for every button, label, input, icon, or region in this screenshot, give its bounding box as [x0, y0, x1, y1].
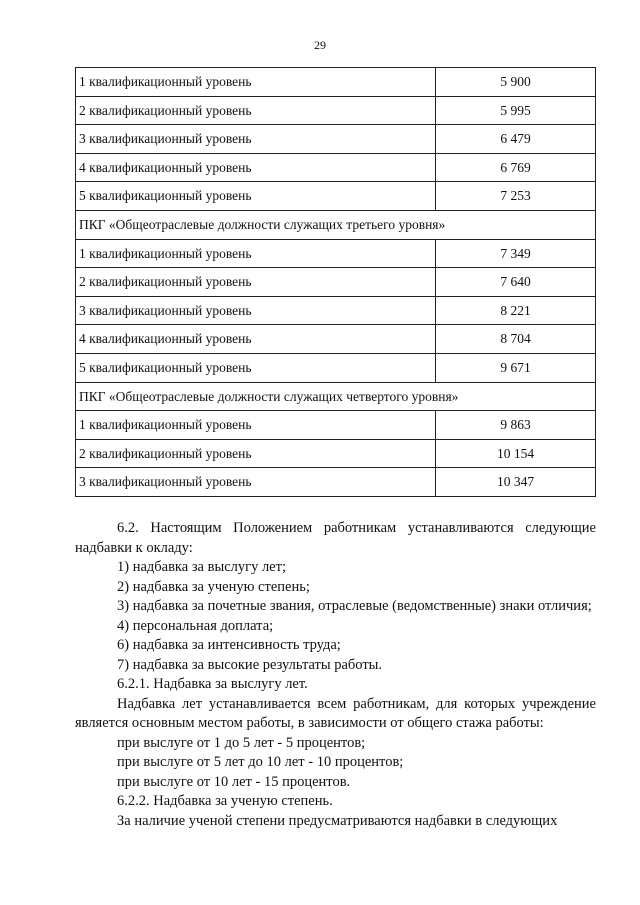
qualification-level: 2 квалификационный уровень [76, 96, 436, 125]
qualification-level: 4 квалификационный уровень [76, 325, 436, 354]
table-row [76, 439, 596, 468]
qualification-level: 4 квалификационный уровень [76, 153, 436, 182]
page-number: 29 [314, 38, 326, 52]
salary-value: 6 769 [436, 153, 596, 182]
table-group-row [76, 382, 596, 411]
qualification-level: 2 квалификационный уровень [76, 268, 436, 297]
qualification-level: 3 квалификационный уровень [76, 125, 436, 154]
qualification-level: 3 квалификационный уровень [76, 296, 436, 325]
salary-value: 6 479 [436, 125, 596, 154]
salary-value: 5 900 [436, 68, 596, 97]
salary-value: 7 253 [436, 182, 596, 211]
qualification-level: 1 квалификационный уровень [76, 411, 436, 440]
table-row [76, 296, 596, 325]
paragraph: Надбавка лет устанавливается всем работникам, для которых учреждение является основным местом работы, в зависимости от общего стажа работы: [75, 695, 596, 731]
table-row [76, 68, 596, 97]
table-row [76, 268, 596, 297]
table-row [76, 353, 596, 382]
salary-value: 7 640 [436, 268, 596, 297]
paragraph: 6.2. Настоящим Положением работникам устанавливаются следующие надбавки к окладу: [75, 520, 596, 556]
salary-table [75, 67, 596, 497]
paragraph: 1) надбавка за выслугу лет; [117, 559, 286, 575]
paragraph: 3) надбавка за почетные звания, отраслевые (ведомственные) знаки отличия; [117, 598, 592, 614]
table-row [76, 125, 596, 154]
salary-value: 9 863 [436, 411, 596, 440]
qualification-level: 1 квалификационный уровень [76, 68, 436, 97]
paragraph: при выслуге от 5 лет до 10 лет - 10 процентов; [117, 754, 404, 770]
salary-value: 8 221 [436, 296, 596, 325]
qualification-level: 1 квалификационный уровень [76, 239, 436, 268]
paragraph: 6.2.1. Надбавка за выслугу лет. [117, 676, 308, 692]
group-title: ПКГ «Общеотраслевые должности служащих четвертого уровня» [76, 382, 596, 411]
table-row [76, 182, 596, 211]
salary-value: 9 671 [436, 353, 596, 382]
group-title: ПКГ «Общеотраслевые должности служащих третьего уровня» [76, 210, 596, 239]
salary-value: 7 349 [436, 239, 596, 268]
table-row [76, 411, 596, 440]
table-group-row [76, 210, 596, 239]
table-row [76, 153, 596, 182]
table-row [76, 239, 596, 268]
paragraph: За наличие ученой степени предусматриваются надбавки в следующих [117, 812, 558, 829]
paragraph: при выслуге от 1 до 5 лет - 5 процентов; [117, 734, 366, 751]
qualification-level: 5 квалификационный уровень [76, 353, 436, 382]
salary-value: 10 347 [436, 468, 596, 497]
qualification-level: 3 квалификационный уровень [76, 468, 436, 497]
table-row [76, 96, 596, 125]
qualification-level: 2 квалификационный уровень [76, 439, 436, 468]
paragraph: 2) надбавка за ученую степень; [117, 578, 310, 595]
qualification-level: 5 квалификационный уровень [76, 182, 436, 211]
table-row [76, 468, 596, 497]
paragraph: при выслуге от 10 лет - 15 процентов. [117, 773, 351, 790]
salary-value: 5 995 [436, 96, 596, 125]
salary-value: 10 154 [436, 439, 596, 468]
paragraph: 4) персональная доплата; [117, 617, 274, 634]
paragraph: 7) надбавка за высокие результаты работы. [117, 656, 383, 673]
body-text [75, 519, 596, 831]
table-row [76, 325, 596, 354]
paragraph: 6) надбавка за интенсивность труда; [117, 637, 341, 653]
paragraph: 6.2.2. Надбавка за ученую степень. [117, 793, 333, 809]
salary-value: 8 704 [436, 325, 596, 354]
